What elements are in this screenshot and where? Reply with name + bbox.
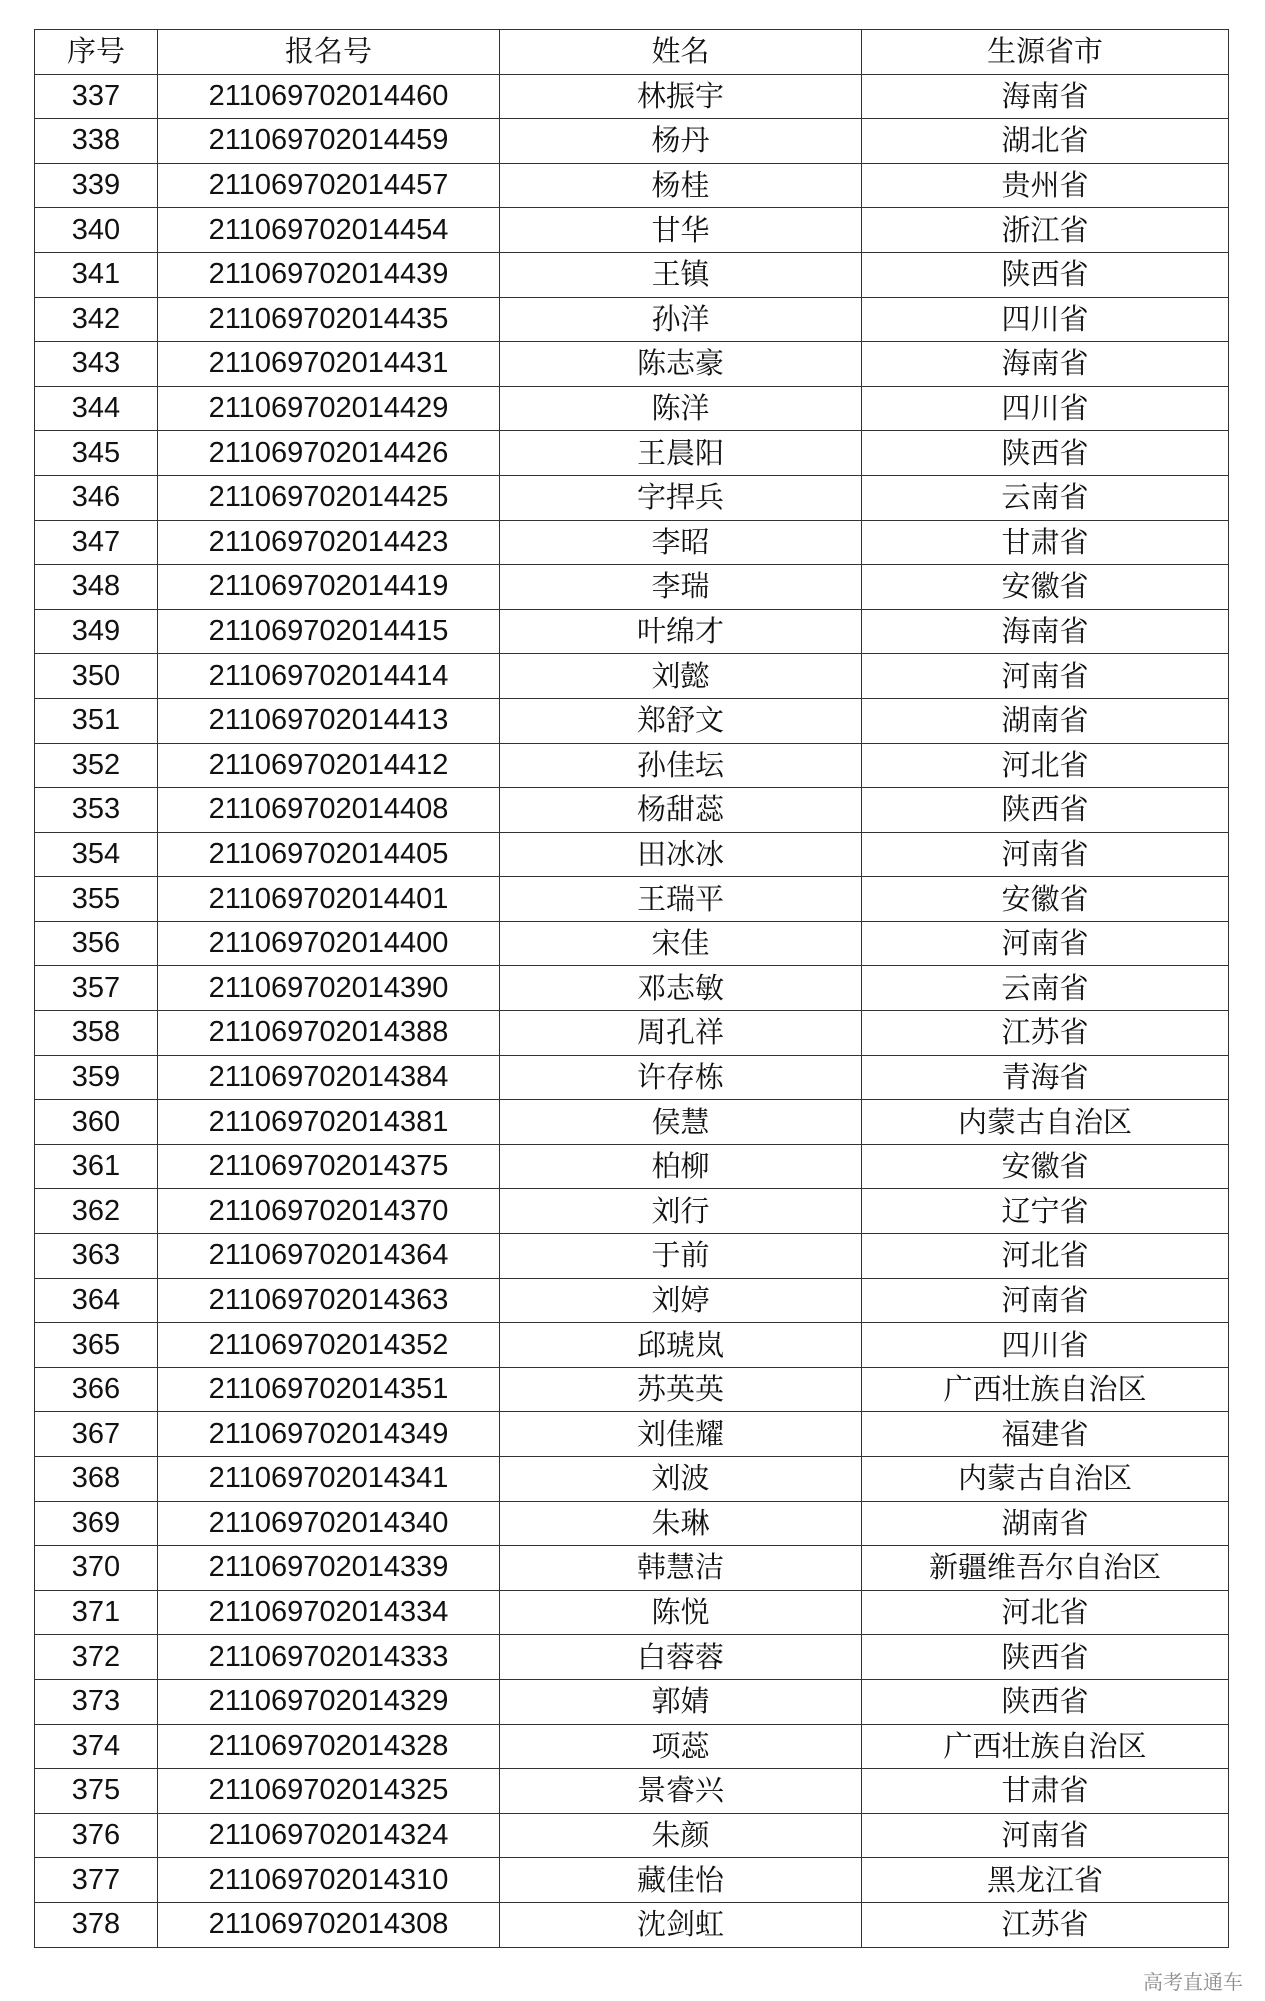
cell-name: 刘佳耀 bbox=[500, 1412, 862, 1457]
cell-serial: 373 bbox=[35, 1679, 158, 1724]
cell-name: 李瑞 bbox=[500, 565, 862, 610]
table-row bbox=[35, 921, 1229, 966]
table-row bbox=[35, 431, 1229, 476]
cell-province: 河南省 bbox=[862, 1813, 1229, 1858]
cell-province: 陕西省 bbox=[862, 252, 1229, 297]
cell-province: 甘肃省 bbox=[862, 1769, 1229, 1814]
cell-serial: 372 bbox=[35, 1635, 158, 1680]
cell-serial: 377 bbox=[35, 1858, 158, 1903]
table-row bbox=[35, 1590, 1229, 1635]
cell-registration-number: 211069702014459 bbox=[158, 119, 500, 164]
cell-name: 柏柳 bbox=[500, 1144, 862, 1189]
cell-serial: 359 bbox=[35, 1055, 158, 1100]
cell-province: 四川省 bbox=[862, 386, 1229, 431]
cell-serial: 345 bbox=[35, 431, 158, 476]
cell-serial: 347 bbox=[35, 520, 158, 565]
cell-name: 侯慧 bbox=[500, 1100, 862, 1145]
cell-province: 河北省 bbox=[862, 743, 1229, 788]
cell-province: 贵州省 bbox=[862, 163, 1229, 208]
cell-serial: 350 bbox=[35, 654, 158, 699]
cell-serial: 344 bbox=[35, 386, 158, 431]
cell-registration-number: 211069702014388 bbox=[158, 1011, 500, 1056]
cell-name: 郭婧 bbox=[500, 1679, 862, 1724]
cell-registration-number: 211069702014460 bbox=[158, 74, 500, 119]
cell-serial: 342 bbox=[35, 297, 158, 342]
table-row bbox=[35, 1457, 1229, 1502]
cell-registration-number: 211069702014425 bbox=[158, 475, 500, 520]
cell-province: 新疆维吾尔自治区 bbox=[862, 1546, 1229, 1591]
table-row bbox=[35, 520, 1229, 565]
cell-registration-number: 211069702014457 bbox=[158, 163, 500, 208]
cell-registration-number: 211069702014334 bbox=[158, 1590, 500, 1635]
cell-name: 杨甜蕊 bbox=[500, 788, 862, 833]
cell-registration-number: 211069702014435 bbox=[158, 297, 500, 342]
cell-province: 云南省 bbox=[862, 475, 1229, 520]
cell-province: 四川省 bbox=[862, 297, 1229, 342]
cell-serial: 346 bbox=[35, 475, 158, 520]
cell-registration-number: 211069702014400 bbox=[158, 921, 500, 966]
cell-registration-number: 211069702014423 bbox=[158, 520, 500, 565]
cell-province: 内蒙古自治区 bbox=[862, 1100, 1229, 1145]
cell-province: 浙江省 bbox=[862, 208, 1229, 253]
cell-name: 刘波 bbox=[500, 1457, 862, 1502]
cell-serial: 355 bbox=[35, 877, 158, 922]
table-row bbox=[35, 1278, 1229, 1323]
table-row bbox=[35, 386, 1229, 431]
cell-name: 王瑞平 bbox=[500, 877, 862, 922]
cell-name: 白蓉蓉 bbox=[500, 1635, 862, 1680]
cell-name: 景睿兴 bbox=[500, 1769, 862, 1814]
table-row bbox=[35, 1902, 1229, 1947]
table-row bbox=[35, 877, 1229, 922]
table-row bbox=[35, 342, 1229, 387]
cell-province: 青海省 bbox=[862, 1055, 1229, 1100]
cell-registration-number: 211069702014364 bbox=[158, 1234, 500, 1279]
cell-registration-number: 211069702014390 bbox=[158, 966, 500, 1011]
cell-serial: 378 bbox=[35, 1902, 158, 1947]
cell-province: 湖北省 bbox=[862, 119, 1229, 164]
cell-province: 湖南省 bbox=[862, 698, 1229, 743]
cell-name: 韩慧洁 bbox=[500, 1546, 862, 1591]
cell-registration-number: 211069702014384 bbox=[158, 1055, 500, 1100]
cell-province: 河北省 bbox=[862, 1590, 1229, 1635]
cell-province: 湖南省 bbox=[862, 1501, 1229, 1546]
cell-serial: 343 bbox=[35, 342, 158, 387]
cell-registration-number: 211069702014324 bbox=[158, 1813, 500, 1858]
cell-province: 内蒙古自治区 bbox=[862, 1457, 1229, 1502]
cell-serial: 364 bbox=[35, 1278, 158, 1323]
cell-province: 江苏省 bbox=[862, 1902, 1229, 1947]
cell-name: 田冰冰 bbox=[500, 832, 862, 877]
table-row bbox=[35, 966, 1229, 1011]
cell-serial: 358 bbox=[35, 1011, 158, 1056]
table-row bbox=[35, 1679, 1229, 1724]
table-row bbox=[35, 832, 1229, 877]
cell-registration-number: 211069702014339 bbox=[158, 1546, 500, 1591]
cell-province: 江苏省 bbox=[862, 1011, 1229, 1056]
cell-serial: 351 bbox=[35, 698, 158, 743]
cell-name: 沈剑虹 bbox=[500, 1902, 862, 1947]
cell-province: 海南省 bbox=[862, 342, 1229, 387]
cell-name: 许存栋 bbox=[500, 1055, 862, 1100]
cell-province: 辽宁省 bbox=[862, 1189, 1229, 1234]
admission-list-table bbox=[34, 29, 1229, 1948]
cell-registration-number: 211069702014341 bbox=[158, 1457, 500, 1502]
table-row bbox=[35, 1055, 1229, 1100]
cell-registration-number: 211069702014328 bbox=[158, 1724, 500, 1769]
cell-serial: 370 bbox=[35, 1546, 158, 1591]
cell-province: 陕西省 bbox=[862, 431, 1229, 476]
table-row bbox=[35, 1189, 1229, 1234]
cell-registration-number: 211069702014405 bbox=[158, 832, 500, 877]
cell-name: 邓志敏 bbox=[500, 966, 862, 1011]
cell-province: 福建省 bbox=[862, 1412, 1229, 1457]
table-row bbox=[35, 1011, 1229, 1056]
cell-name: 林振宇 bbox=[500, 74, 862, 119]
cell-serial: 357 bbox=[35, 966, 158, 1011]
cell-serial: 353 bbox=[35, 788, 158, 833]
cell-name: 于前 bbox=[500, 1234, 862, 1279]
cell-registration-number: 211069702014375 bbox=[158, 1144, 500, 1189]
cell-province: 四川省 bbox=[862, 1323, 1229, 1368]
cell-name: 朱琳 bbox=[500, 1501, 862, 1546]
cell-registration-number: 211069702014413 bbox=[158, 698, 500, 743]
cell-registration-number: 211069702014329 bbox=[158, 1679, 500, 1724]
cell-registration-number: 211069702014363 bbox=[158, 1278, 500, 1323]
table-row bbox=[35, 74, 1229, 119]
cell-name: 字捍兵 bbox=[500, 475, 862, 520]
cell-province: 安徽省 bbox=[862, 1144, 1229, 1189]
cell-registration-number: 211069702014454 bbox=[158, 208, 500, 253]
cell-serial: 374 bbox=[35, 1724, 158, 1769]
table-row bbox=[35, 475, 1229, 520]
cell-registration-number: 211069702014381 bbox=[158, 1100, 500, 1145]
table-row bbox=[35, 1367, 1229, 1412]
cell-name: 王镇 bbox=[500, 252, 862, 297]
cell-name: 王晨阳 bbox=[500, 431, 862, 476]
cell-province: 陕西省 bbox=[862, 1635, 1229, 1680]
cell-name: 朱颜 bbox=[500, 1813, 862, 1858]
table-header-row bbox=[35, 30, 1229, 75]
cell-registration-number: 211069702014325 bbox=[158, 1769, 500, 1814]
cell-serial: 371 bbox=[35, 1590, 158, 1635]
cell-registration-number: 211069702014370 bbox=[158, 1189, 500, 1234]
cell-serial: 354 bbox=[35, 832, 158, 877]
cell-serial: 339 bbox=[35, 163, 158, 208]
cell-registration-number: 211069702014333 bbox=[158, 1635, 500, 1680]
cell-registration-number: 211069702014412 bbox=[158, 743, 500, 788]
cell-serial: 360 bbox=[35, 1100, 158, 1145]
cell-serial: 349 bbox=[35, 609, 158, 654]
cell-serial: 366 bbox=[35, 1367, 158, 1412]
watermark-text: 高考直通车 bbox=[1143, 1970, 1243, 1994]
cell-registration-number: 211069702014414 bbox=[158, 654, 500, 699]
table-row bbox=[35, 1323, 1229, 1368]
cell-name: 李昭 bbox=[500, 520, 862, 565]
table-row bbox=[35, 1635, 1229, 1680]
cell-province: 云南省 bbox=[862, 966, 1229, 1011]
cell-serial: 365 bbox=[35, 1323, 158, 1368]
table-row bbox=[35, 1412, 1229, 1457]
cell-serial: 348 bbox=[35, 565, 158, 610]
cell-province: 安徽省 bbox=[862, 877, 1229, 922]
header-serial: 序号 bbox=[35, 30, 158, 75]
cell-registration-number: 211069702014349 bbox=[158, 1412, 500, 1457]
table-row bbox=[35, 1769, 1229, 1814]
cell-name: 陈志豪 bbox=[500, 342, 862, 387]
cell-serial: 368 bbox=[35, 1457, 158, 1502]
cell-name: 郑舒文 bbox=[500, 698, 862, 743]
cell-registration-number: 211069702014408 bbox=[158, 788, 500, 833]
cell-name: 陈洋 bbox=[500, 386, 862, 431]
cell-province: 河南省 bbox=[862, 1278, 1229, 1323]
cell-province: 陕西省 bbox=[862, 788, 1229, 833]
table-row bbox=[35, 1501, 1229, 1546]
cell-province: 黑龙江省 bbox=[862, 1858, 1229, 1903]
cell-registration-number: 211069702014431 bbox=[158, 342, 500, 387]
header-name: 姓名 bbox=[500, 30, 862, 75]
cell-name: 刘行 bbox=[500, 1189, 862, 1234]
cell-registration-number: 211069702014429 bbox=[158, 386, 500, 431]
cell-province: 安徽省 bbox=[862, 565, 1229, 610]
cell-name: 甘华 bbox=[500, 208, 862, 253]
table-row bbox=[35, 1813, 1229, 1858]
cell-serial: 375 bbox=[35, 1769, 158, 1814]
cell-name: 苏英英 bbox=[500, 1367, 862, 1412]
cell-serial: 363 bbox=[35, 1234, 158, 1279]
cell-serial: 338 bbox=[35, 119, 158, 164]
cell-registration-number: 211069702014352 bbox=[158, 1323, 500, 1368]
cell-registration-number: 211069702014419 bbox=[158, 565, 500, 610]
header-registration-number: 报名号 bbox=[158, 30, 500, 75]
cell-serial: 361 bbox=[35, 1144, 158, 1189]
cell-registration-number: 211069702014308 bbox=[158, 1902, 500, 1947]
table-row bbox=[35, 297, 1229, 342]
cell-serial: 362 bbox=[35, 1189, 158, 1234]
cell-province: 广西壮族自治区 bbox=[862, 1724, 1229, 1769]
cell-name: 刘懿 bbox=[500, 654, 862, 699]
table-row bbox=[35, 1546, 1229, 1591]
header-province: 生源省市 bbox=[862, 30, 1229, 75]
table-row bbox=[35, 565, 1229, 610]
cell-name: 孙佳坛 bbox=[500, 743, 862, 788]
cell-province: 广西壮族自治区 bbox=[862, 1367, 1229, 1412]
table-row bbox=[35, 698, 1229, 743]
cell-serial: 376 bbox=[35, 1813, 158, 1858]
cell-name: 陈悦 bbox=[500, 1590, 862, 1635]
cell-province: 陕西省 bbox=[862, 1679, 1229, 1724]
table-row bbox=[35, 1234, 1229, 1279]
table-row bbox=[35, 163, 1229, 208]
table-row bbox=[35, 208, 1229, 253]
cell-registration-number: 211069702014439 bbox=[158, 252, 500, 297]
cell-serial: 341 bbox=[35, 252, 158, 297]
cell-registration-number: 211069702014310 bbox=[158, 1858, 500, 1903]
table-row bbox=[35, 609, 1229, 654]
cell-name: 周孔祥 bbox=[500, 1011, 862, 1056]
cell-name: 项蕊 bbox=[500, 1724, 862, 1769]
table-row bbox=[35, 1724, 1229, 1769]
cell-name: 宋佳 bbox=[500, 921, 862, 966]
cell-registration-number: 211069702014426 bbox=[158, 431, 500, 476]
cell-name: 叶绵才 bbox=[500, 609, 862, 654]
cell-name: 藏佳怡 bbox=[500, 1858, 862, 1903]
cell-province: 海南省 bbox=[862, 74, 1229, 119]
cell-name: 刘婷 bbox=[500, 1278, 862, 1323]
cell-province: 河北省 bbox=[862, 1234, 1229, 1279]
table-row bbox=[35, 654, 1229, 699]
cell-registration-number: 211069702014401 bbox=[158, 877, 500, 922]
cell-province: 河南省 bbox=[862, 654, 1229, 699]
cell-province: 河南省 bbox=[862, 832, 1229, 877]
cell-name: 杨桂 bbox=[500, 163, 862, 208]
cell-registration-number: 211069702014340 bbox=[158, 1501, 500, 1546]
table-row bbox=[35, 788, 1229, 833]
cell-name: 邱琥岚 bbox=[500, 1323, 862, 1368]
cell-province: 河南省 bbox=[862, 921, 1229, 966]
table-row bbox=[35, 1144, 1229, 1189]
cell-registration-number: 211069702014415 bbox=[158, 609, 500, 654]
table-row bbox=[35, 743, 1229, 788]
cell-serial: 340 bbox=[35, 208, 158, 253]
cell-name: 孙洋 bbox=[500, 297, 862, 342]
cell-province: 甘肃省 bbox=[862, 520, 1229, 565]
table-row bbox=[35, 1858, 1229, 1903]
table-row bbox=[35, 119, 1229, 164]
cell-serial: 369 bbox=[35, 1501, 158, 1546]
table-row bbox=[35, 1100, 1229, 1145]
cell-serial: 337 bbox=[35, 74, 158, 119]
cell-serial: 352 bbox=[35, 743, 158, 788]
cell-serial: 367 bbox=[35, 1412, 158, 1457]
table-body bbox=[35, 74, 1229, 1947]
cell-registration-number: 211069702014351 bbox=[158, 1367, 500, 1412]
table-row bbox=[35, 252, 1229, 297]
cell-serial: 356 bbox=[35, 921, 158, 966]
cell-name: 杨丹 bbox=[500, 119, 862, 164]
cell-province: 海南省 bbox=[862, 609, 1229, 654]
